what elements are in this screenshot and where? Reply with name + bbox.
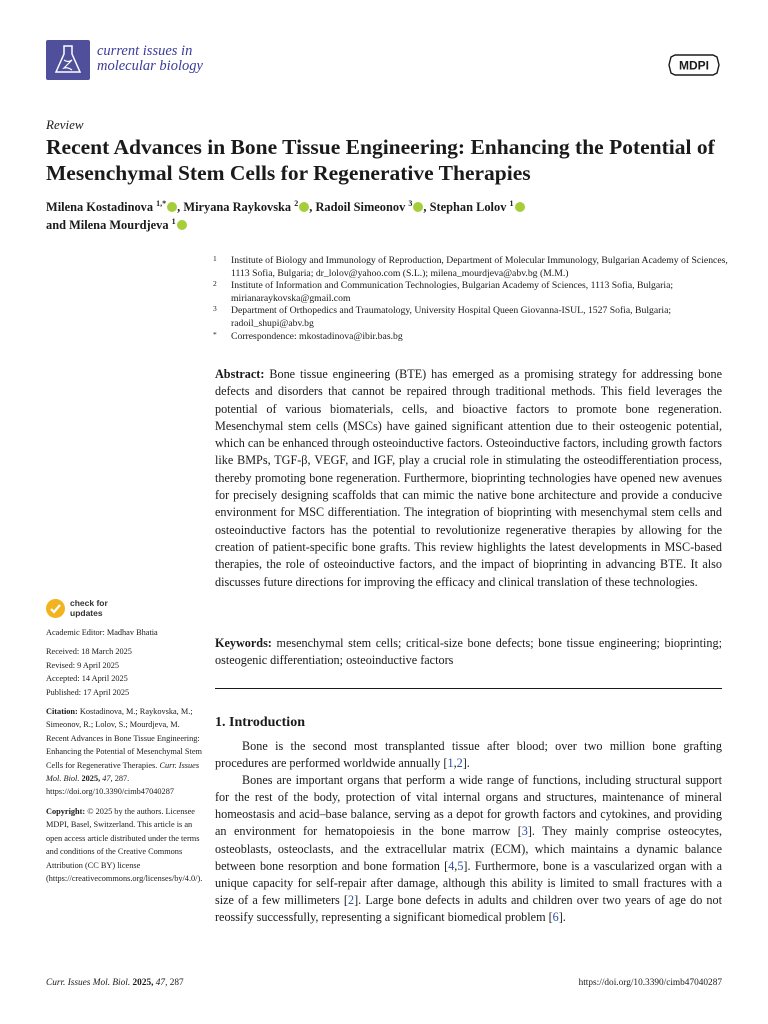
received-date: Received: 18 March 2025 bbox=[46, 647, 132, 657]
keywords-text: mesenchymal stem cells; critical-size bone defects; bone tissue engineering; bioprinting; osteogenic differentiation; osteoinductive factors bbox=[215, 636, 722, 668]
affiliation-item bbox=[213, 305, 733, 330]
citation-link[interactable]: 1 bbox=[447, 756, 454, 771]
citation-link[interactable]: 4 bbox=[448, 858, 455, 873]
abstract-text: Bone tissue engineering (BTE) has emerged as a promising strategy for addressing bone defects and disorders that cannot be repaired through traditional methods. This field leverages the potential of various biomaterials, cells, and bioactive factors to promote bone regeneration. Mesenchymal stem cells (MSCs) have gained significant attention due to their osteogenic potential, which can be enhanced through osteoinductive factors. Osteoinductive factors, including growth factors like BMPs, TGF-β, VEGF, and IGF, play a crucial role in stimulating the osteodifferentiation process, thereby promoting bone regeneration. Furthermore, bioprinting technologies have opened new avenues for precisely designing scaffolds that can mimic the native bone architecture and provide a conducive environment for MSC differentiation. The integration of bioprinting with mesenchymal stem cells and osteoinductive factors has the potential to revolutionize regenerative therapies by allowing for the creation of patient-specific bone grafts. This review highlights the latest developments in MSC-based therapies, the role of osteoinductive factors, and the impact of bioprinting in advancing BTE. It also discusses future directions for improving the efficacy and clinical translation of these technologies. bbox=[215, 367, 723, 589]
author-affil: 3 bbox=[408, 198, 413, 208]
affiliation-mark: 1 bbox=[213, 254, 217, 263]
citation-link[interactable]: 5 bbox=[457, 858, 464, 873]
affiliation-item bbox=[213, 280, 733, 305]
footer-year: 2025, bbox=[132, 978, 154, 988]
author-name[interactable]: Milena Kostadinova bbox=[46, 200, 154, 214]
citation-link[interactable]: 2 bbox=[456, 756, 463, 771]
footer-citation bbox=[46, 978, 184, 988]
paragraph-text: ]. Furthermore, bone is a vascularized organ with a unique capacity for self-repair after damage, although this ability is limited to small fractures with a size of a few millimeters [ bbox=[215, 858, 722, 907]
journal-name-line1: current issues in bbox=[97, 43, 193, 59]
orcid-icon[interactable] bbox=[299, 202, 309, 212]
affiliation-item bbox=[213, 255, 733, 280]
check-updates-button[interactable] bbox=[46, 597, 166, 621]
author-affil: 2 bbox=[294, 198, 299, 208]
journal-name[interactable] bbox=[97, 44, 203, 74]
affiliation-mark: 2 bbox=[213, 279, 217, 289]
abstract bbox=[215, 366, 722, 591]
paragraph-text: Bones are important organs that perform a wide range of functions, including structural support for the rest of the body, protection of vital internal organs and structures, maintenance of mineral homeostasis and acid–base balance, serving as a depot for growth factors and cytokines, and providing an environment for hematopoiesis in the bone marrow [ bbox=[215, 773, 722, 839]
check-updates-icon bbox=[46, 599, 65, 618]
citation-year: 2025, bbox=[81, 774, 101, 784]
paragraph-text: ]. bbox=[462, 756, 470, 771]
check-updates-line: check for bbox=[70, 598, 108, 608]
citation-link[interactable]: 3 bbox=[521, 824, 528, 839]
academic-editor: Academic Editor: Madhav Bhatia bbox=[46, 628, 158, 637]
check-updates-line: updates bbox=[70, 608, 103, 618]
citation-text: Kostadinova, M.; Raykovska, M.; Simeonov, R.; Lolov, S.; Mourdjeva, M. Recent Advances in Bone Tissue Engineering: Enhancing the Potential of Mesenchymal Stem Cells for Regenerative Therapies. bbox=[46, 707, 202, 770]
article-title: Recent Advances in Bone Tissue Engineering: Enhancing the Potential of Mesenchymal Stem Cells for Regenerative Therapies bbox=[46, 135, 715, 185]
citation-label: Citation: bbox=[46, 707, 78, 717]
section-heading: 1. Introduction bbox=[215, 715, 305, 730]
abstract-label: Abstract: bbox=[215, 367, 265, 381]
affiliation-mark: * bbox=[213, 329, 217, 339]
orcid-icon[interactable] bbox=[177, 220, 187, 230]
affiliation-text: Institute of Biology and Immunology of Reproduction, Department of Molecular Immunology, Bulgarian Academy of Sciences, 1113 Sofia, Bulgaria; dr_lolov@yahoo.com (S.L.); milena_mourdjeva@abv.bg (M.M.) bbox=[231, 255, 728, 279]
author-name[interactable]: Stephan Lolov bbox=[429, 200, 507, 214]
paragraph bbox=[215, 738, 722, 772]
author-name[interactable]: Milena Mourdjeva bbox=[69, 218, 169, 232]
article-sidebar bbox=[46, 626, 204, 885]
author-affil: 1 bbox=[171, 216, 176, 226]
paragraph bbox=[215, 772, 722, 926]
citation-doi[interactable]: 287. https://doi.org/10.3390/cimb47040287 bbox=[46, 774, 174, 797]
copyright-block bbox=[46, 805, 204, 885]
author-list: Milena Kostadinova $^{1,*}$ , Miryana Raykovska $^2$ , Radoil Simeonov $^3$ , Stephan Lolov $^1$ and Milena Mourdjeva $^1$ bbox=[46, 198, 736, 234]
author-affil: 1,* bbox=[156, 198, 167, 208]
affiliation-mark: 3 bbox=[213, 304, 217, 314]
paragraph-text: ]. bbox=[558, 909, 566, 924]
author-connector: and bbox=[46, 218, 66, 232]
revised-date: Revised: 9 April 2025 bbox=[46, 660, 120, 670]
orcid-icon[interactable] bbox=[413, 202, 423, 212]
citation-link[interactable]: 2 bbox=[348, 892, 355, 907]
mdpi-logo-icon[interactable] bbox=[667, 54, 721, 76]
keywords bbox=[215, 635, 722, 670]
article-type: Review bbox=[46, 117, 84, 132]
footer-journal: Curr. Issues Mol. Biol. bbox=[46, 978, 131, 988]
paragraph-text: Bone is the second most transplanted tissue after blood; over two million bone grafting procedures are performed worldwide annually [ bbox=[215, 739, 722, 771]
paragraph-text: ]. Large bone defects in adults and children over two years of age do not reossify successfully, representing a significant biomedical problem [ bbox=[215, 892, 722, 924]
citation-block bbox=[46, 705, 204, 799]
citation-volume: 47, bbox=[102, 774, 113, 784]
citation-journal: Curr. Issues Mol. Biol. bbox=[46, 760, 200, 784]
orcid-icon[interactable] bbox=[515, 202, 525, 212]
section-divider bbox=[215, 688, 722, 689]
orcid-icon[interactable] bbox=[167, 202, 177, 212]
copyright-text: © 2025 by the authors. Licensee MDPI, Basel, Switzerland. This article is an open access article distributed under the terms and conditions of the Creative Commons Attribution (CC BY) license (https://creativecommons.org/licenses/by/4.0/). bbox=[46, 806, 203, 883]
accepted-date: Accepted: 14 April 2025 bbox=[46, 674, 128, 684]
journal-name-line2: molecular biology bbox=[97, 58, 203, 74]
citation-separator: , bbox=[453, 756, 457, 771]
footer-article: 287 bbox=[169, 978, 184, 988]
footer-doi-link[interactable]: https://doi.org/10.3390/cimb47040287 bbox=[578, 978, 722, 988]
copyright-label: Copyright: bbox=[46, 806, 86, 816]
published-date: Published: 17 April 2025 bbox=[46, 687, 130, 697]
citation-link[interactable]: 6 bbox=[552, 909, 559, 924]
citation-separator: , bbox=[454, 858, 458, 873]
journal-logo-icon bbox=[46, 40, 90, 80]
keywords-label: Keywords: bbox=[215, 636, 272, 650]
affiliations bbox=[213, 255, 733, 343]
affiliation-item bbox=[213, 331, 733, 344]
author-name[interactable]: Miryana Raykovska bbox=[183, 200, 292, 214]
footer-volume: 47, bbox=[155, 978, 168, 988]
check-updates-label bbox=[70, 598, 108, 618]
correspondence-text: Correspondence: mkostadinova@ibir.bas.bg bbox=[231, 330, 403, 342]
affiliation-text: Department of Orthopedics and Traumatology, University Hospital Queen Giovanna-ISUL, 1527 Sofia, Bulgaria; radoil_shupi@abv.bg bbox=[231, 305, 672, 329]
paragraph-text: ]. They mainly comprise osteocytes, osteoblasts, osteoclasts, and the extracellular matrix (ECM), which maintains a dynamic balance between bone resorption and bone formation [ bbox=[215, 824, 722, 873]
mdpi-logo-text: MDPI bbox=[679, 58, 709, 73]
author-name[interactable]: Radoil Simeonov bbox=[315, 200, 406, 214]
introduction-body bbox=[215, 738, 722, 926]
affiliation-text: Institute of Information and Communication Technologies, Bulgarian Academy of Sciences, 1113 Sofia, Bulgaria; mirianaraykovska@gmail.com bbox=[231, 280, 674, 304]
author-affil: 1 bbox=[509, 198, 514, 208]
